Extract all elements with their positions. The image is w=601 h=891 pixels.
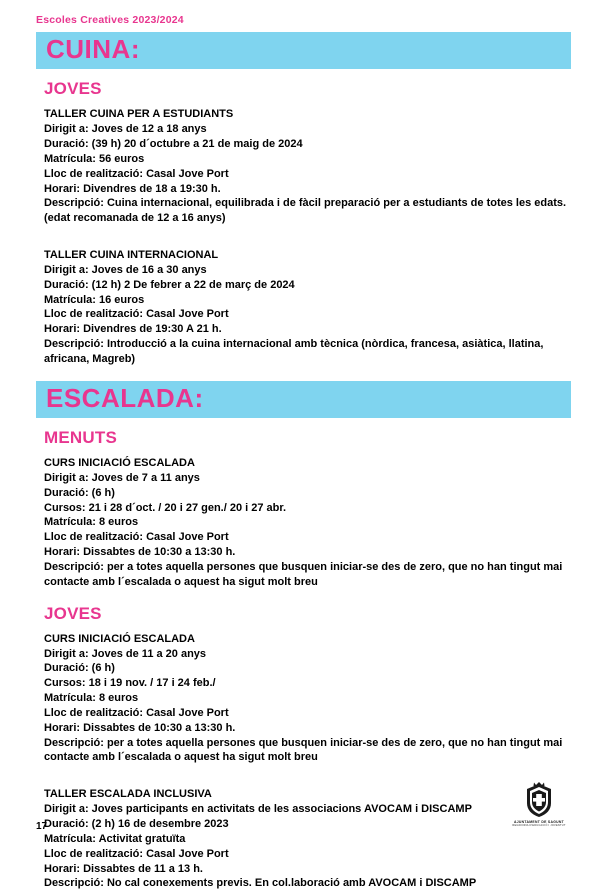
course-item — [44, 787, 571, 891]
course-title: CURS INICIACIÓ ESCALADA — [44, 457, 195, 470]
course-line-matricula: Matrícula: 8 euros — [44, 692, 139, 705]
course-line-horari: Horari: Dissabtes de 10:30 a 13:30 h. — [44, 721, 236, 734]
course-line-dirigit: Dirigit a: Joves participants en activitats de les associacions AVOCAM i DISCAMP — [44, 803, 472, 816]
course-title: TALLER ESCALADA INCLUSIVA — [44, 788, 212, 801]
course-line-lloc: Lloc de realització: Casal Jove Port — [44, 308, 229, 321]
section-cuina — [36, 32, 571, 367]
course-line-descripcio: Descripció: Cuina internacional, equilibrada i de fàcil preparació per a estudiants de totes les edats. (edat recomanada de 12 a 16 anys) — [44, 197, 567, 225]
course-line-horari: Horari: Dissabtes de 10:30 a 13:30 h. — [44, 546, 236, 559]
group-title-escalada-joves: JOVES — [44, 603, 102, 623]
course-line-cursos: Cursos: 21 i 28 d´oct. / 20 i 27 gen./ 20 i 27 abr. — [44, 501, 287, 514]
course-line-lloc: Lloc de realització: Casal Jove Port — [44, 531, 229, 544]
course-title: TALLER CUINA PER A ESTUDIANTS — [44, 108, 234, 121]
section-title-escalada: ESCALADA: — [46, 382, 204, 413]
course-line-horari: Horari: Dissabtes de 11 a 13 h. — [44, 862, 203, 875]
course-line-descripcio: Descripció: Introducció a la cuina internacional amb tècnica (nòrdica, francesa, asiàtica, llatina, africana, Magreb) — [44, 338, 544, 365]
course-line-lloc: Lloc de realització: Casal Jove Port — [44, 706, 229, 719]
course-line-duracio: Duració: (6 h) — [44, 486, 115, 499]
course-title: TALLER CUINA INTERNACIONAL — [44, 249, 219, 262]
page-number: 17 — [36, 821, 48, 832]
section-band-cuina — [36, 32, 571, 69]
course-spacer — [36, 240, 571, 248]
course-line-dirigit: Dirigit a: Joves de 12 a 18 anys — [44, 123, 207, 136]
course-title: CURS INICIACIÓ ESCALADA — [44, 632, 195, 645]
course-line-duracio: Duració: (6 h) — [44, 662, 115, 675]
course-line-duracio: Duració: (39 h) 20 d´octubre a 21 de maig de 2024 — [44, 137, 303, 150]
section-band-escalada — [36, 381, 571, 418]
crest-line-2: REGIDORIA D'EDUCACIÓ I JOVENTUT — [512, 824, 566, 828]
group-title-cuina-joves: JOVES — [44, 79, 102, 99]
course-line-cursos: Cursos: 18 i 19 nov. / 17 i 24 feb./ — [44, 677, 216, 690]
course-line-horari: Horari: Divendres de 18 a 19:30 h. — [44, 182, 221, 195]
group-title-escalada-menuts: MENUTS — [44, 428, 117, 448]
section-escalada — [36, 381, 571, 891]
course-line-lloc: Lloc de realització: Casal Jove Port — [44, 847, 229, 860]
course-line-horari: Horari: Divendres de 19:30 A 21 h. — [44, 323, 222, 336]
course-line-descripcio: Descripció: No cal conexements previs. En col.laboració amb AVOCAM i DISCAMP — [44, 877, 477, 890]
course-line-duracio: Duració: (2 h) 16 de desembre 2023 — [44, 817, 229, 830]
ajuntament-crest — [511, 781, 567, 828]
course-line-matricula: Matrícula: 8 euros — [44, 516, 139, 529]
course-line-dirigit: Dirigit a: Joves de 16 a 30 anys — [44, 263, 207, 276]
course-item — [44, 456, 571, 590]
coat-of-arms-icon — [511, 781, 567, 819]
course-line-dirigit: Dirigit a: Joves de 11 a 20 anys — [44, 647, 207, 660]
course-line-descripcio: Descripció: per a totes aquella persones que busquen iniciar-se des de zero, que no han tingut mai contacte amb l´escalada o aquest ha sigut molt breu — [44, 561, 563, 588]
section-title-cuina: CUINA: — [46, 34, 140, 64]
course-line-dirigit: Dirigit a: Joves de 7 a 11 anys — [44, 471, 200, 484]
course-line-matricula: Matrícula: 16 euros — [44, 293, 145, 306]
crest-line-1: AJUNTAMENT DE SAGUNT — [513, 820, 564, 824]
course-item — [44, 107, 571, 226]
document-header: Escoles Creatives 2023/2024 — [36, 14, 184, 26]
course-line-descripcio: Descripció: per a totes aquella persones que busquen iniciar-se des de zero, que no han tingut mai contacte amb l´escalada o aquest ha sigut molt breu — [44, 736, 563, 764]
course-spacer — [36, 779, 571, 787]
course-item — [44, 632, 571, 766]
course-line-lloc: Lloc de realització: Casal Jove Port — [44, 167, 229, 180]
course-line-matricula: Matrícula: 56 euros — [44, 152, 145, 165]
course-line-duracio: Duració: (12 h) 2 De febrer a 22 de març de 2024 — [44, 278, 295, 291]
course-item — [44, 248, 571, 367]
course-line-matricula: Matrícula: Activitat gratuïta — [44, 832, 186, 845]
